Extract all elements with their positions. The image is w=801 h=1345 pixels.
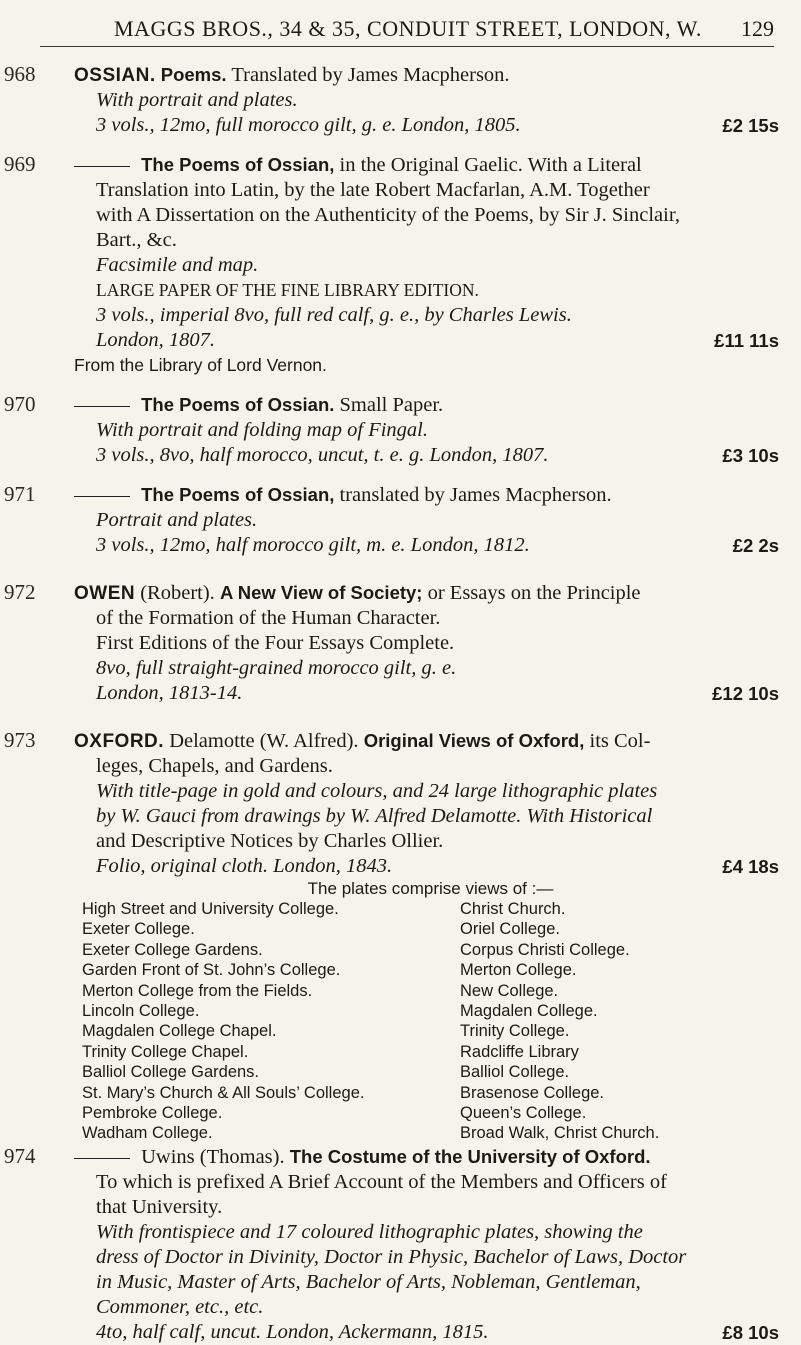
plate-view-item: Trinity College. — [460, 1022, 570, 1041]
plates-intro: The plates comprise views of :— — [307, 879, 554, 898]
entry-price: £2 15s — [722, 115, 779, 136]
entry-author: OXFORD. — [74, 731, 165, 752]
plate-view-item: Lincoln College. — [82, 1002, 200, 1021]
plate-view-item: Garden Front of St. John’s College. — [82, 961, 341, 980]
plate-view-item: Christ Church. — [460, 900, 566, 918]
entry-number: 968 — [4, 62, 36, 86]
plate-view-item: Corpus Christi College. — [460, 940, 630, 959]
plate-view-item: Trinity College Chapel. — [82, 1042, 249, 1061]
entry-number: 969 — [4, 152, 36, 176]
entry-edition: LARGE PAPER OF THE FINE LIBRARY EDITION. — [96, 280, 479, 300]
entry-title: A New View of Society; — [219, 582, 423, 603]
entry-format: 3 vols., 12mo, full morocco gilt, g. e. London, 1805. — [96, 114, 521, 136]
entry-price: £3 10s — [722, 445, 779, 466]
entry-text: in the Original Gaelic. With a Literal — [339, 154, 642, 176]
entry-number: 972 — [4, 580, 36, 604]
catalogue-entry — [0, 482, 801, 558]
entry-imprint: London, 1813-14. — [96, 682, 243, 704]
entry-text: and Descriptive Notices by Charles Ollier. — [96, 830, 444, 852]
plate-view-item: Magdalen College. — [460, 1002, 598, 1021]
plate-view-item: Wadham College. — [82, 1124, 213, 1143]
entry-text: leges, Chapels, and Gardens. — [96, 755, 333, 777]
catalogue-entry — [0, 392, 801, 468]
entry-illustrations: With portrait and plates. — [96, 89, 298, 111]
entry-author-name: Uwins (Thomas). — [141, 1145, 285, 1168]
entry-number: 971 — [4, 482, 36, 506]
plate-view-item: Exeter College. — [82, 920, 195, 939]
entry-format: Folio, original cloth. London, 1843. — [96, 855, 393, 877]
entry-imprint: London, 1807. — [96, 329, 216, 351]
plates-list — [82, 899, 801, 1144]
entry-format: 8vo, full straight-grained morocco gilt, g. e. — [96, 657, 457, 679]
entry-format: 3 vols., 8vo, half morocco, uncut, t. e. g. London, 1807. — [96, 444, 549, 466]
entry-number: 974 — [4, 1143, 36, 1168]
catalogue-entry — [0, 62, 801, 138]
entry-text: with A Dissertation on the Authenticity of the Poems, by Sir J. Sinclair, — [96, 204, 680, 226]
plate-view-item: New College. — [460, 981, 559, 1000]
plate-view-item: High Street and University College. — [82, 900, 339, 918]
entry-number: 970 — [4, 392, 36, 416]
entry-title: The Costume of the University of Oxford. — [289, 1145, 651, 1167]
entry-illustrations: dress of Doctor in Divinity, Doctor in Physic, Bachelor of Laws, Doctor — [96, 1245, 687, 1268]
page-number: 129 — [741, 16, 774, 41]
catalogue-entry — [0, 728, 801, 1144]
entry-price: £11 11s — [714, 330, 779, 351]
entry-illustrations: With title-page in gold and colours, and 24 large lithographic plates — [96, 780, 658, 802]
entry-price: £4 18s — [722, 856, 779, 877]
entry-text: that University. — [96, 1195, 223, 1218]
entry-text: of the Formation of the Human Character. — [96, 607, 441, 629]
entry-text: To which is prefixed A Brief Account of the Members and Officers of — [96, 1170, 667, 1193]
entry-text: Translation into Latin, by the late Robert Macfarlan, A.M. Together — [96, 179, 650, 201]
entry-title: The Poems of Ossian, — [141, 154, 335, 175]
entry-text: Small Paper. — [339, 394, 444, 416]
entry-format: 4to, half calf, uncut. London, Ackermann, 1815. — [96, 1320, 489, 1343]
entry-title: The Poems of Ossian, — [141, 484, 335, 505]
plate-view-item: Oriel College. — [460, 920, 560, 939]
plate-view-item: Merton College. — [460, 961, 577, 980]
plate-view-item: Balliol College Gardens. — [82, 1063, 260, 1082]
plate-view-item: Pembroke College. — [82, 1104, 223, 1123]
plate-view-item: Brasenose College. — [460, 1083, 605, 1102]
entry-title: Original Views of Oxford, — [363, 730, 585, 751]
entry-format: 3 vols., 12mo, half morocco gilt, m. e. London, 1812. — [96, 534, 530, 556]
entry-illustrations: Facsimile and map. — [96, 254, 259, 276]
entry-number: 973 — [4, 728, 36, 752]
entry-illustrations: With portrait and folding map of Fingal. — [96, 419, 429, 441]
ditto-dash — [74, 166, 130, 167]
ditto-dash — [74, 406, 130, 407]
plate-view-item: St. Mary’s Church & All Souls’ College. — [82, 1083, 365, 1102]
ditto-dash — [74, 496, 130, 497]
entry-author-name: Delamotte (W. Alfred). — [169, 730, 359, 752]
entry-author: OSSIAN. — [74, 65, 156, 86]
entry-illustrations: by W. Gauci from drawings by W. Alfred Delamotte. With Historical — [96, 805, 653, 827]
entry-illustrations: in Music, Master of Arts, Bachelor of Arts, Nobleman, Gentleman, — [96, 1270, 641, 1293]
entry-author: OWEN — [74, 583, 136, 604]
entry-price: £2 2s — [732, 535, 779, 556]
plate-view-item: Radcliffe Library — [460, 1042, 579, 1061]
entry-text: translated by James Macpherson. — [339, 484, 612, 506]
entry-text: First Editions of the Four Essays Complete. — [96, 632, 455, 654]
plate-view-item: Exeter College Gardens. — [82, 940, 263, 959]
entry-price: £12 10s — [712, 683, 779, 704]
entry-text: Translated by James Macpherson. — [231, 64, 510, 86]
ditto-dash — [74, 1158, 130, 1159]
plate-view-item: Balliol College. — [460, 1063, 570, 1082]
plate-view-item: Merton College from the Fields. — [82, 981, 313, 1000]
entry-text: or Essays on the Principle — [427, 582, 641, 604]
entry-text: Bart., &c. — [96, 229, 177, 251]
entry-format: 3 vols., imperial 8vo, full red calf, g. e., by Charles Lewis. — [96, 304, 572, 326]
plate-view-item: Broad Walk, Christ Church. — [460, 1124, 660, 1143]
running-title: MAGGS BROS., 34 & 35, CONDUIT STREET, LONDON, W. — [114, 16, 702, 41]
entry-illustrations: Commoner, etc., etc. — [96, 1295, 264, 1318]
plate-view-item: Queen’s College. — [460, 1104, 587, 1123]
catalogue-entry — [0, 1144, 801, 1345]
entry-text: its Col- — [589, 730, 651, 752]
entry-title: The Poems of Ossian. — [141, 394, 335, 415]
entry-illustrations: Portrait and plates. — [96, 509, 258, 531]
entry-author-name: (Robert). — [140, 582, 215, 604]
entry-title: Poems. — [160, 64, 227, 85]
catalogue-page — [0, 62, 801, 1345]
plate-view-item: Magdalen College Chapel. — [82, 1022, 277, 1041]
entry-price: £8 10s — [722, 1321, 779, 1343]
catalogue-entry — [0, 580, 801, 706]
page-header — [40, 16, 774, 47]
entry-provenance: From the Library of Lord Vernon. — [74, 355, 327, 375]
catalogue-entry — [0, 152, 801, 378]
entry-illustrations: With frontispiece and 17 coloured lithographic plates, showing the — [96, 1220, 643, 1243]
